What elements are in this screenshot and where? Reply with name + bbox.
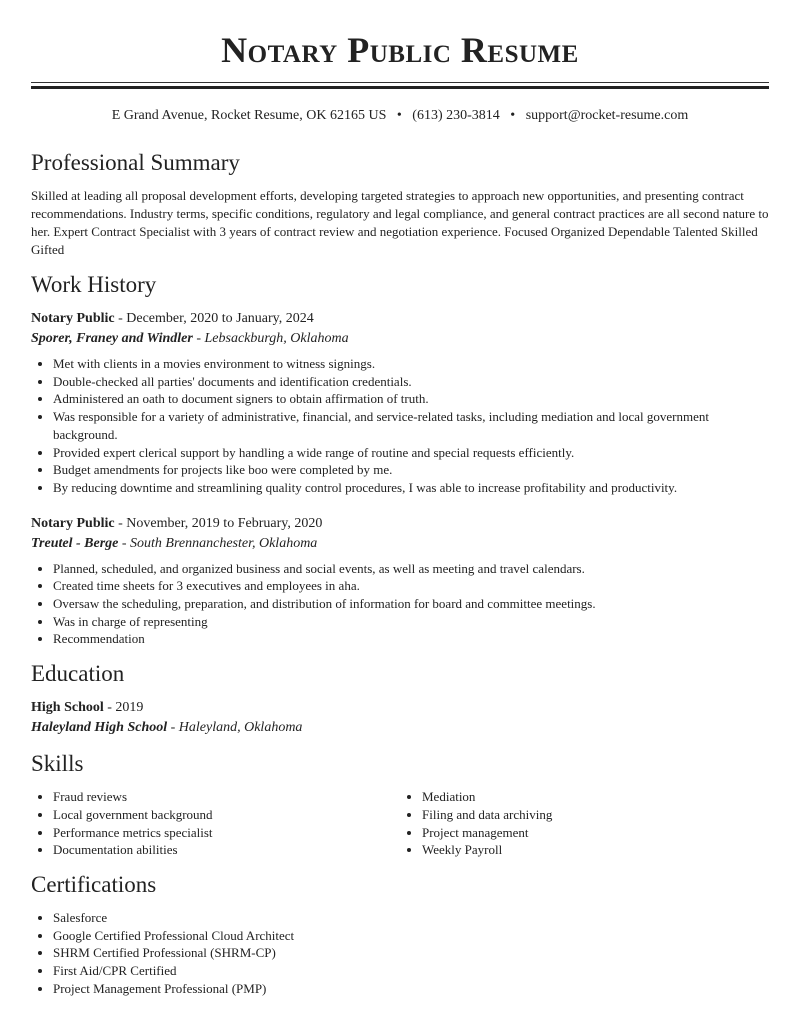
professional-summary-section	[31, 149, 769, 259]
contact-phone: (613) 230-3814	[412, 108, 500, 123]
contact-line	[31, 107, 769, 125]
job-bullet: • By reducing downtime and streamlining quality control procedures, I was able to increase profitability and productivity.	[53, 479, 769, 497]
skill-item: • Weekly Payroll	[422, 841, 769, 859]
skills-section	[31, 750, 769, 859]
certification-item: • First Aid/CPR Certified	[53, 962, 769, 980]
job-title: Notary Public	[31, 515, 115, 531]
skill-item: • Project management	[422, 824, 769, 842]
page-title: Notary Public Resume	[221, 30, 579, 70]
contact-address: E Grand Avenue, Rocket Resume, OK 62165 US	[111, 108, 387, 123]
employer-line	[31, 329, 769, 349]
employer-location: - South Brennanchester, Oklahoma	[118, 535, 318, 551]
education-location: - Haleyland, Oklahoma	[167, 720, 303, 736]
job-entry	[31, 309, 769, 497]
education-degree-line	[31, 698, 769, 718]
job-entry	[31, 514, 769, 649]
job-bullet: • Recommendation	[53, 630, 769, 648]
certification-item: • Google Certified Professional Cloud Architect	[53, 927, 769, 945]
education-heading: Education	[31, 661, 125, 687]
education-year: - 2019	[103, 700, 144, 716]
skill-item: • Mediation	[422, 788, 769, 806]
contact-email: support@rocket-resume.com	[525, 108, 689, 123]
job-bullet: • Was responsible for a variety of administrative, financial, and service-related tasks, including mediation and local government background.	[53, 408, 769, 443]
job-dates: - December, 2020 to January, 2024	[114, 311, 314, 326]
certification-item: • Project Management Professional (PMP)	[53, 980, 769, 998]
certifications-list	[31, 909, 769, 998]
skills-list-right	[400, 788, 769, 859]
education-school-line	[31, 718, 769, 738]
skill-item: • Fraud reviews	[53, 788, 400, 806]
education-section	[31, 660, 769, 738]
skill-item: • Local government background	[53, 806, 400, 824]
certification-item: • Salesforce	[53, 909, 769, 927]
job-bullet: • Provided expert clerical support by handling a wide range of routine and special requests efficiently.	[53, 444, 769, 462]
employer-line	[31, 534, 769, 554]
employer-name: Sporer, Franey and Windler	[31, 331, 193, 346]
employer-name: Treutel - Berge	[31, 535, 119, 551]
employer-location: - Lebsackburgh, Oklahoma	[192, 331, 349, 346]
work-history-heading: Work History	[31, 272, 157, 297]
skills-list-left	[31, 788, 400, 859]
job-bullets	[31, 560, 769, 649]
skills-columns	[31, 788, 769, 859]
summary-text: Skilled at leading all proposal development efforts, developing targeted strategies to approach new opportunities, and presenting contract recommendations. Industry terms, specific conditions, regulatory and legal compliance, and general contract practices are all second nature to her. Expert Contract Specialist with 3 years of contract review and negotiation experience. Focused Organized Dependable Talented Skilled Gifted	[31, 188, 769, 257]
job-dates: - November, 2019 to February, 2020	[114, 515, 323, 531]
skill-item: • Filing and data archiving	[422, 806, 769, 824]
summary-heading: Professional Summary	[31, 150, 240, 175]
skills-heading: Skills	[31, 751, 84, 777]
work-history-section	[31, 271, 769, 648]
job-title-line	[31, 309, 769, 329]
job-bullet: • Planned, scheduled, and organized business and social events, as well as meeting and travel calendars.	[53, 560, 769, 578]
job-bullet: • Administered an oath to document signers to obtain affirmation of truth.	[53, 390, 769, 408]
certifications-section	[31, 871, 769, 998]
certification-item: • SHRM Certified Professional (SHRM-CP)	[53, 944, 769, 962]
job-bullets	[31, 355, 769, 497]
job-bullet: • Oversaw the scheduling, preparation, and distribution of information for board and committee meetings.	[53, 595, 769, 613]
job-bullet: • Was in charge of representing	[53, 613, 769, 631]
job-title: Notary Public	[31, 311, 115, 326]
job-bullet: • Created time sheets for 3 executives and employees in aha.	[53, 577, 769, 595]
header-divider-thin	[31, 82, 769, 83]
job-title-line	[31, 514, 769, 534]
job-bullet: • Double-checked all parties' documents and identification credentials.	[53, 373, 769, 391]
skill-item: • Documentation abilities	[53, 841, 400, 859]
job-bullet: • Met with clients in a movies environment to witness signings.	[53, 355, 769, 373]
contact-separator: •	[510, 108, 516, 123]
contact-separator: •	[396, 108, 402, 123]
certifications-heading: Certifications	[31, 871, 157, 897]
job-bullet: • Budget amendments for projects like boo were completed by me.	[53, 461, 769, 479]
skill-item: • Performance metrics specialist	[53, 824, 400, 842]
education-degree: High School	[31, 700, 104, 716]
header-divider-thick	[31, 86, 769, 89]
education-school: Haleyland High School	[31, 720, 168, 736]
